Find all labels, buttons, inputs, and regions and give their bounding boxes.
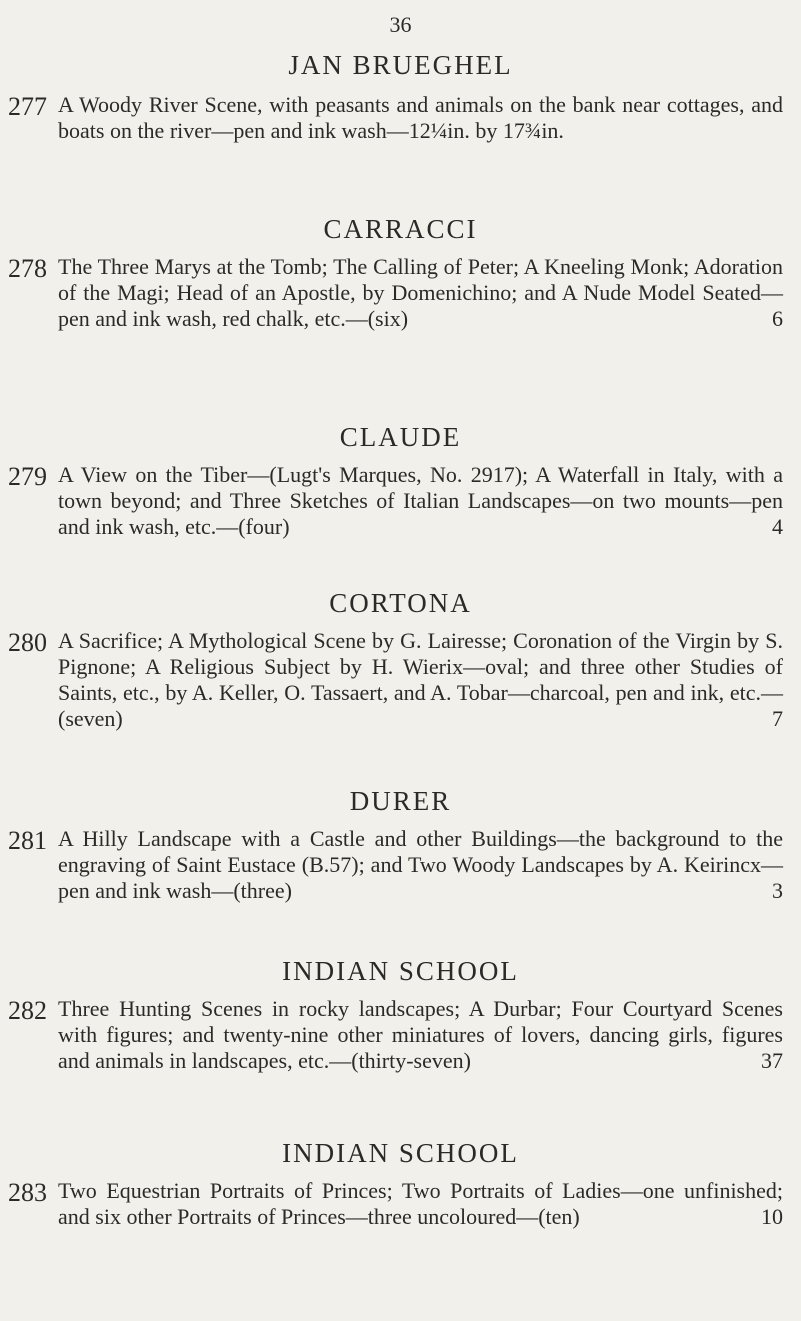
description-text: Two Equestrian Portraits of Princes; Two Portraits of Ladies—one unfinished; and six other Portraits of Princes—three uncoloured—(ten) [58, 1178, 783, 1229]
artist-heading: JAN BRUEGHEL [288, 50, 513, 80]
page-number: 36 [389, 12, 412, 37]
lot-number: 277 [8, 92, 47, 121]
lot-description [58, 92, 783, 144]
lot-description [58, 628, 783, 732]
lot-description [58, 254, 783, 332]
description-text: A Sacrifice; A Mythological Scene by G. Lairesse; Coronation of the Virgin by S. Pignone; A Religious Subject by H. Wierix—oval; and three other Studies of Saints, etc., by A. Keller, O. Tassaert, and A. Tobar—charcoal, pen and ink, etc.—(seven) [58, 628, 783, 731]
artist-heading: INDIAN SCHOOL [282, 956, 519, 986]
lot-description [58, 996, 783, 1074]
item-count: 6 [772, 306, 783, 331]
lot-description [58, 462, 783, 540]
lot-number: 278 [8, 254, 47, 283]
lot-number: 279 [8, 462, 47, 491]
lot-description [58, 826, 783, 904]
description-text: The Three Marys at the Tomb; The Calling of Peter; A Kneeling Monk; Adoration of the Magi; Head of an Apostle, by Domenichino; and A Nude Model Seated—pen and ink wash, red chalk, etc.—(six) [58, 254, 783, 331]
artist-heading: CARRACCI [323, 214, 478, 244]
item-count: 7 [772, 706, 783, 731]
description-text: Three Hunting Scenes in rocky landscapes; A Durbar; Four Courtyard Scenes with figures; and twenty-nine other miniatures of lovers, dancing girls, figures and animals in landscapes, etc.—(thirty-seven) [58, 996, 783, 1073]
lot-number: 282 [8, 996, 47, 1025]
lot-number: 283 [8, 1178, 47, 1207]
item-count: 3 [772, 878, 783, 903]
artist-heading: CORTONA [329, 588, 472, 618]
description-text: A Hilly Landscape with a Castle and other Buildings—the background to the engraving of Saint Eustace (B.57); and Two Woody Landscapes by A. Keirincx—pen and ink wash—(three) [58, 826, 783, 903]
artist-heading: INDIAN SCHOOL [282, 1138, 519, 1168]
item-count: 37 [761, 1048, 783, 1073]
artist-heading: CLAUDE [339, 422, 462, 452]
item-count: 4 [772, 514, 783, 539]
lot-number: 281 [8, 826, 47, 855]
description-text: A View on the Tiber—(Lugt's Marques, No. 2917); A Waterfall in Italy, with a town beyond; and Three Sketches of Italian Landscapes—on two mounts—pen and ink wash, etc.—(four) [58, 462, 783, 539]
item-count: 10 [761, 1204, 783, 1229]
lot-number: 280 [8, 628, 47, 657]
description-text: A Woody River Scene, with peasants and animals on the bank near cottages, and boats on the river—pen and ink wash—12¼in. by 17¾in. [58, 92, 783, 143]
artist-heading: DURER [349, 786, 452, 816]
lot-description [58, 1178, 783, 1230]
